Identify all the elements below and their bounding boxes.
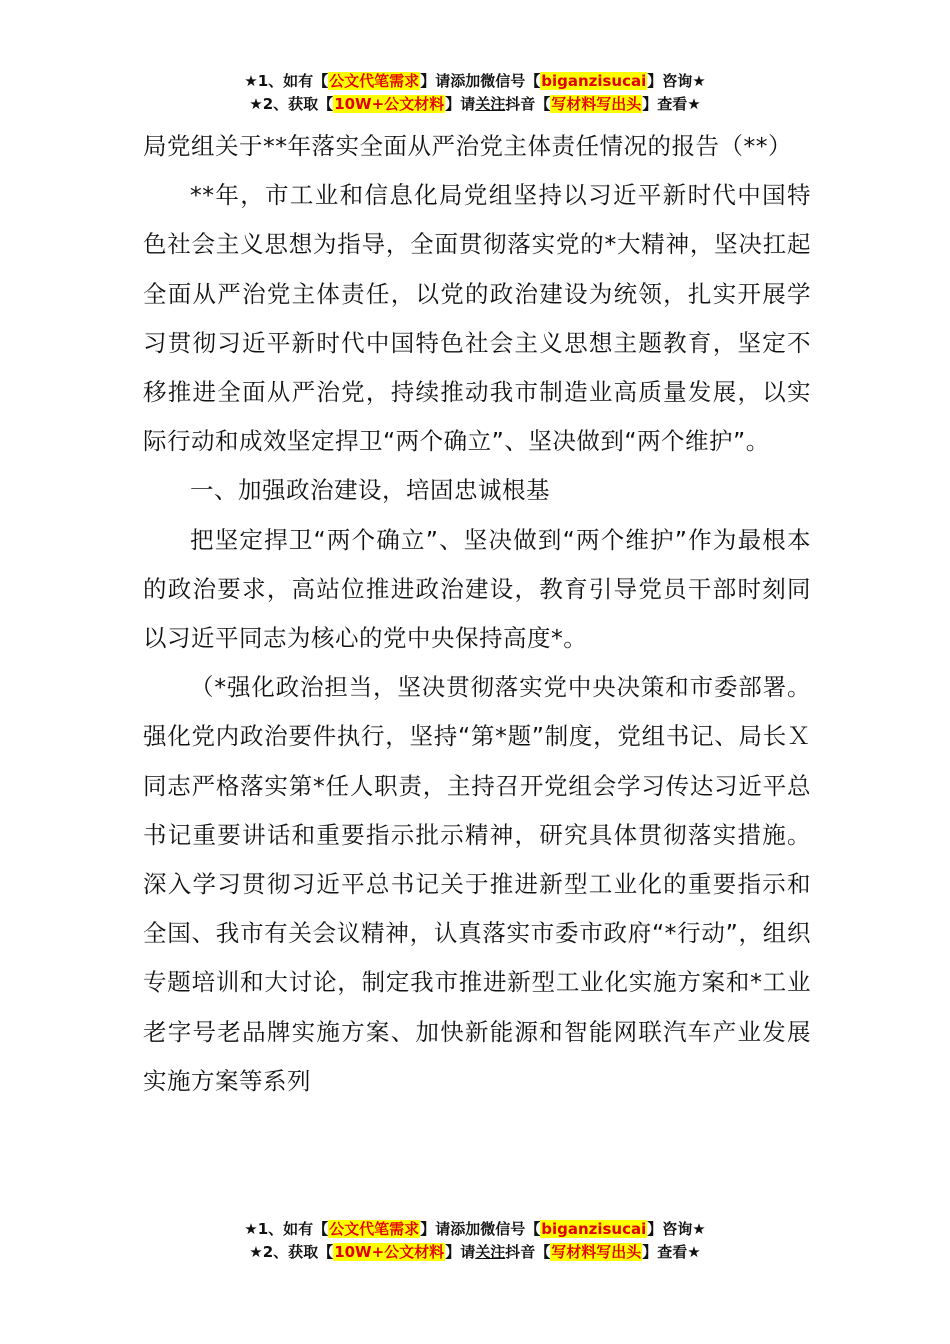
body-paragraph: （*强化政治担当，坚决贯彻落实党中央决策和市委部署。强化党内政治要件执行，坚持“第*题”制度，党组书记、局长Ｘ同志严格落实第*任人职责，主持召开党组会学习传达习近平总书记重要讲话和重要指示批示精神，研究具体贯彻落实措施。深入学习贯彻习近平总书记关于推进新型工业化的重要指示和全国、我市有关会议精神，认真落实市委市政府“*行动”，组织专题培训和大讨论，制定我市推进新型工业化实施方案和*工业老字号老品牌实施方案、加快新能源和智能网联汽车产业发展实施方案等系列 — [143, 673, 811, 1095]
banner-highlight: 公文代笔需求 — [329, 1220, 420, 1238]
section-heading: 一、加强政治建设，培固忠诚根基 — [190, 476, 550, 505]
banner-text: 抖音【 — [505, 1243, 551, 1261]
banner-text: 】请添加微信号【 — [420, 72, 541, 90]
document-body — [143, 122, 811, 1106]
document-title: 局党组关于**年落实全面从严治党主体责任情况的报告（**） — [143, 132, 792, 160]
banner-text: 抖音【 — [505, 95, 551, 113]
banner-highlight: 写材料写出头 — [551, 1243, 642, 1261]
banner-highlight: 10W+公文材料 — [334, 95, 445, 113]
banner-text: ★2、获取【 — [249, 1243, 334, 1261]
banner-line-1 — [0, 70, 950, 93]
banner-text: 】查看★ — [642, 95, 701, 113]
banner-text: 】请添加微信号【 — [420, 1220, 541, 1238]
banner-line-2 — [0, 93, 950, 116]
banner-text: 】请 — [445, 1243, 476, 1261]
banner-highlight: 写材料写出头 — [551, 95, 642, 113]
banner-text: 】查看★ — [642, 1243, 701, 1261]
banner-text: ★1、如有【 — [244, 72, 329, 90]
banner-underlined: 关注 — [475, 95, 506, 113]
banner-text: 】咨询★ — [647, 72, 706, 90]
banner-highlight: 10W+公文材料 — [334, 1243, 445, 1261]
banner-line-1 — [0, 1218, 950, 1241]
banner-line-2 — [0, 1241, 950, 1264]
banner-highlight: biganzisucai — [541, 72, 647, 90]
body-paragraph: **年，市工业和信息化局党组坚持以习近平新时代中国特色社会主义思想为指导，全面贯彻落实党的*大精神，坚决扛起全面从严治党主体责任，以党的政治建设为统领，扎实开展学习贯彻习近平新时代中国特色社会主义思想主题教育，坚定不移推进全面从严治党，持续推动我市制造业高质量发展，以实际行动和成效坚定捍卫“两个确立”、坚决做到“两个维护”。 — [143, 181, 811, 456]
banner-underlined: 关注 — [475, 1243, 506, 1261]
banner-text: ★1、如有【 — [244, 1220, 329, 1238]
top-banner — [0, 70, 950, 116]
bottom-banner — [0, 1218, 950, 1264]
banner-text: ★2、获取【 — [249, 95, 334, 113]
banner-highlight: 公文代笔需求 — [329, 72, 420, 90]
banner-text: 】咨询★ — [647, 1220, 706, 1238]
body-paragraph: 把坚定捍卫“两个确立”、坚决做到“两个维护”作为最根本的政治要求，高站位推进政治建设，教育引导党员干部时刻同以习近平同志为核心的党中央保持高度*。 — [143, 525, 811, 653]
banner-text: 】请 — [445, 95, 476, 113]
banner-highlight: biganzisucai — [541, 1220, 647, 1238]
